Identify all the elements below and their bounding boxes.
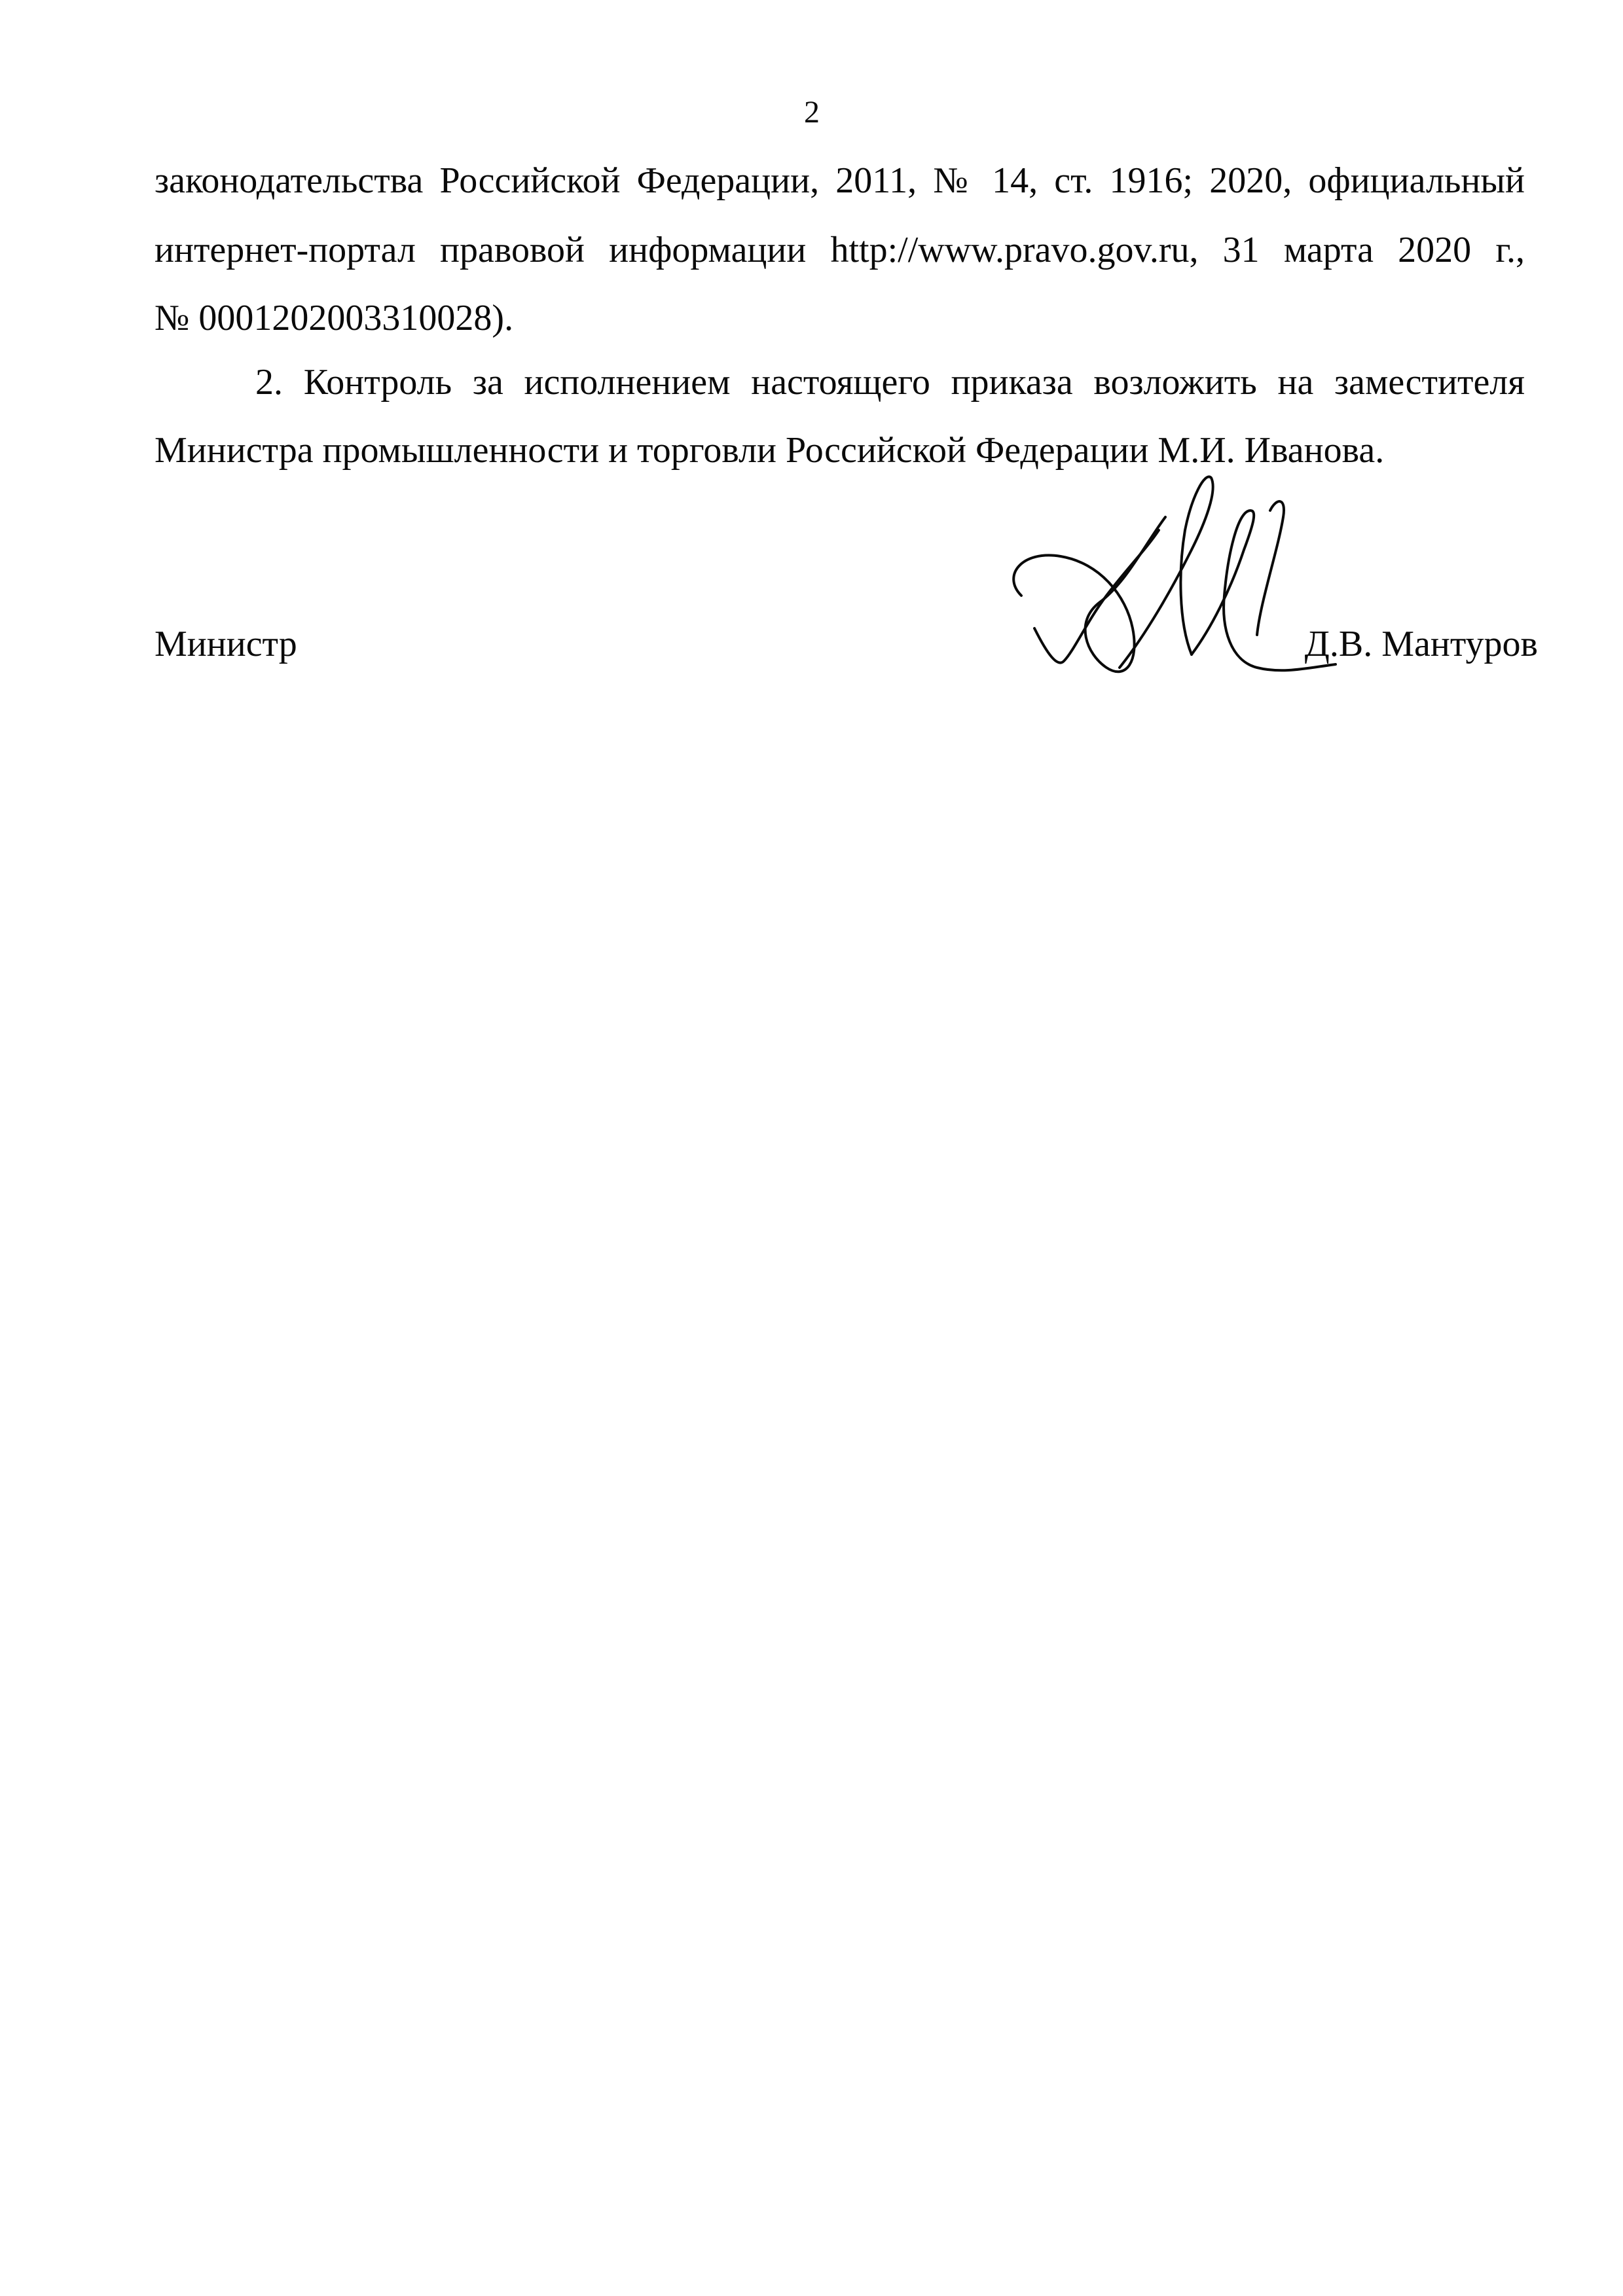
body-line-3: № 0001202003310028).	[155, 298, 514, 338]
signatory-name: Д.В. Мантуров	[1304, 624, 1538, 664]
page-number: 2	[804, 95, 820, 130]
body-line-4: 2. Контроль за исполнением настоящего приказа возложить на заместителя	[255, 362, 1525, 403]
body-line-5: Министра промышленности и торговли Российской Федерации М.И. Иванова.	[155, 430, 1385, 471]
body-line-1: законодательства Российской Федерации, 2011, № 14, ст. 1916; 2020, официальный	[155, 160, 1525, 201]
handwritten-signature	[995, 471, 1362, 707]
body-line-2: интернет-портал правовой информации http://www.pravo.gov.ru, 31 марта 2020 г.,	[155, 230, 1525, 270]
signatory-title: Министр	[155, 624, 297, 664]
